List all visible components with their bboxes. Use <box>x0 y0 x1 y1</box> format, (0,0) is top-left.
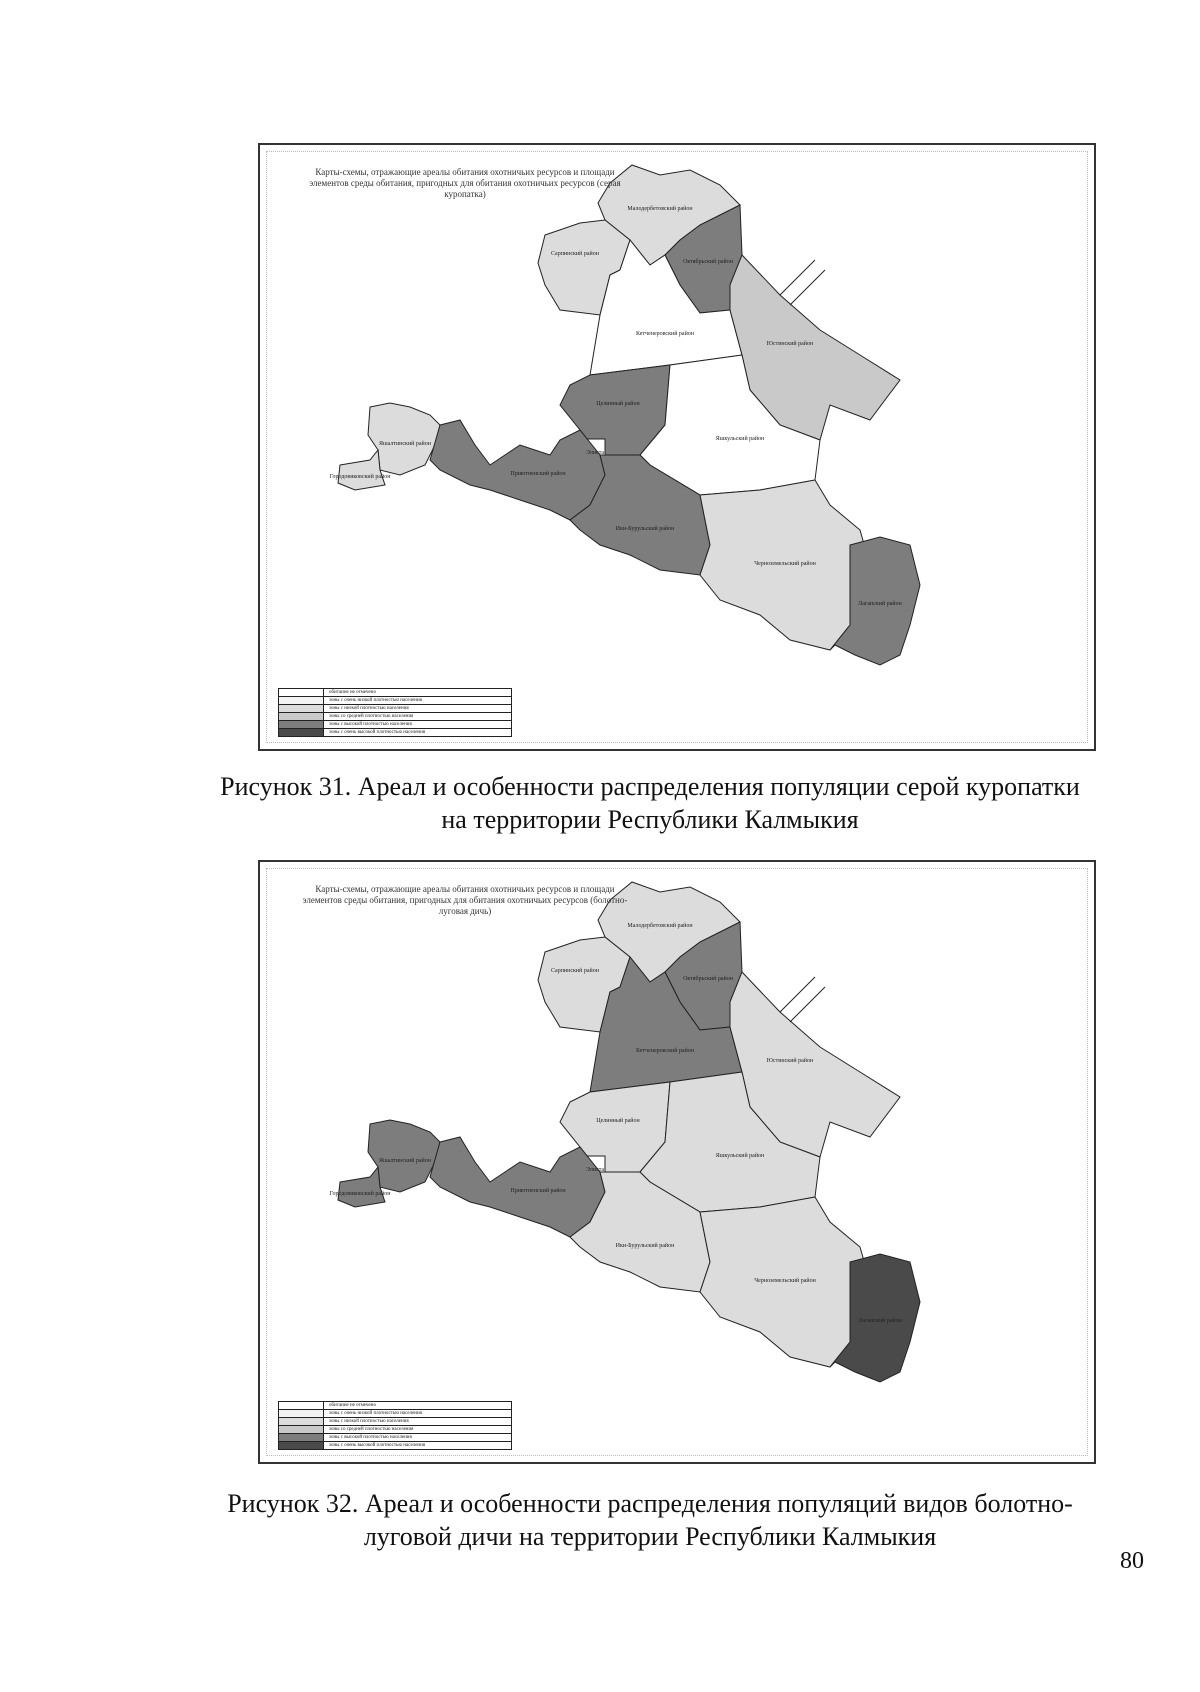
label-iki: Ики-Бурульский район <box>615 1243 675 1249</box>
legend-label: обитание не отмечено <box>329 1403 376 1408</box>
legend-row <box>279 713 511 721</box>
legend-label: зоны со средней плотностью населения <box>329 714 414 719</box>
legend-label: зоны с очень высокой плотностью населения <box>329 1443 426 1448</box>
label-lagan: Лаганский район <box>858 1318 902 1324</box>
label-chern: Черноземельский район <box>754 1278 816 1284</box>
label-lagan: Лаганский район <box>858 601 902 607</box>
river-line <box>780 977 815 1012</box>
district-gorodovik <box>338 450 385 490</box>
legend-row <box>279 697 511 705</box>
district-priyut <box>430 1137 605 1237</box>
legend-row <box>279 1402 511 1410</box>
legend-swatch <box>279 697 324 704</box>
legend-row <box>279 1434 511 1442</box>
label-gorodovik: Городовиковский район <box>329 474 391 480</box>
district-priyut <box>430 420 605 520</box>
legend-swatch <box>279 713 324 720</box>
legend-row <box>279 705 511 713</box>
legend-row <box>279 689 511 697</box>
legend-label: зоны с низкой плотностью населения <box>329 706 409 711</box>
label-oktyabr: Октябрьский район <box>683 259 733 265</box>
label-ketchen: Кетченеровский район <box>636 331 694 337</box>
river-line <box>790 270 825 305</box>
caption-line: Рисунок 31. Ареал и особенности распределения популяции серой куропатки <box>220 772 1080 801</box>
label-malodb: Малодербетовский район <box>627 923 693 929</box>
caption-line: на территории Республики Калмыкия <box>441 805 859 834</box>
legend-swatch <box>279 1402 324 1409</box>
label-yashkul: Яшкульский район <box>715 436 765 442</box>
figure-32-map <box>258 860 1096 1464</box>
legend-label: зоны с очень низкой плотностью населения <box>329 1411 422 1416</box>
legend-swatch <box>279 721 324 728</box>
label-oktyabr: Октябрьский район <box>683 976 733 982</box>
river-line <box>780 260 815 295</box>
legend-label: зоны с очень высокой плотностью населения <box>329 730 426 735</box>
map-title: Карты-схемы, отражающие ареалы обитания охотничьих ресурсов и площади элементов среды обитания, пригодных для обитания охотничьих ресурсов (болотно-луговая дичь) <box>302 884 628 916</box>
caption-line: луговой дичи на территории Республики Калмыкия <box>363 1522 937 1551</box>
legend-row <box>279 1418 511 1426</box>
legend-row <box>279 1410 511 1418</box>
label-tselin: Целинный район <box>596 401 640 407</box>
label-yustin: Юстинский район <box>766 341 814 347</box>
label-yashalt: Яшалтинский район <box>379 1158 431 1164</box>
map-legend <box>278 1401 512 1450</box>
label-elista: Элиста <box>585 1167 605 1173</box>
label-sarpa: Сарпинский район <box>551 968 599 974</box>
legend-row <box>279 1442 511 1449</box>
figure-31-caption <box>150 770 1150 836</box>
legend-row <box>279 729 511 736</box>
legend-swatch <box>279 705 324 712</box>
legend-row <box>279 1426 511 1434</box>
legend-label: зоны с высокой плотностью населения <box>329 722 412 727</box>
legend-row <box>279 721 511 729</box>
figure-32-caption <box>150 1487 1150 1553</box>
label-yustin: Юстинский район <box>766 1058 814 1064</box>
legend-label: обитание не отмечено <box>329 690 376 695</box>
figure-31-map <box>258 143 1096 751</box>
map-title: Карты-схемы, отражающие ареалы обитания охотничьих ресурсов и площади элементов среды обитания, пригодных для обитания охотничьих ресурсов (серая куропатка) <box>309 167 621 199</box>
legend-swatch <box>279 1426 324 1433</box>
legend-label: зоны с низкой плотностью населения <box>329 1419 409 1424</box>
kalmykia-map-svg <box>260 862 1094 1462</box>
legend-swatch <box>279 1434 324 1441</box>
district-gorodovik <box>338 1167 385 1207</box>
label-tselin: Целинный район <box>596 1118 640 1124</box>
legend-label: зоны с очень низкой плотностью населения <box>329 698 422 703</box>
label-iki: Ики-Бурульский район <box>615 526 675 532</box>
label-elista: Элиста <box>585 450 605 456</box>
label-priyut: Приютненский район <box>510 1188 566 1194</box>
map-legend <box>278 688 512 737</box>
label-malodb: Малодербетовский район <box>627 206 693 212</box>
label-yashalt: Яшалтинский район <box>379 441 431 447</box>
legend-swatch <box>279 729 324 736</box>
label-ketchen: Кетченеровский район <box>636 1048 694 1054</box>
label-gorodovik: Городовиковский район <box>329 1191 391 1197</box>
label-sarpa: Сарпинский район <box>551 251 599 257</box>
kalmykia-map-svg <box>260 145 1094 749</box>
legend-swatch <box>279 1442 324 1449</box>
legend-label: зоны с высокой плотностью населения <box>329 1435 412 1440</box>
label-priyut: Приютненский район <box>510 471 566 477</box>
legend-swatch <box>279 1410 324 1417</box>
legend-swatch <box>279 689 324 696</box>
caption-line: Рисунок 32. Ареал и особенности распределения популяций видов болотно- <box>227 1489 1073 1518</box>
river-line <box>790 987 825 1022</box>
label-chern: Черноземельский район <box>754 561 816 567</box>
legend-swatch <box>279 1418 324 1425</box>
legend-label: зоны со средней плотностью населения <box>329 1427 414 1432</box>
label-yashkul: Яшкульский район <box>715 1153 765 1159</box>
page-number: 80 <box>1120 1548 1144 1574</box>
